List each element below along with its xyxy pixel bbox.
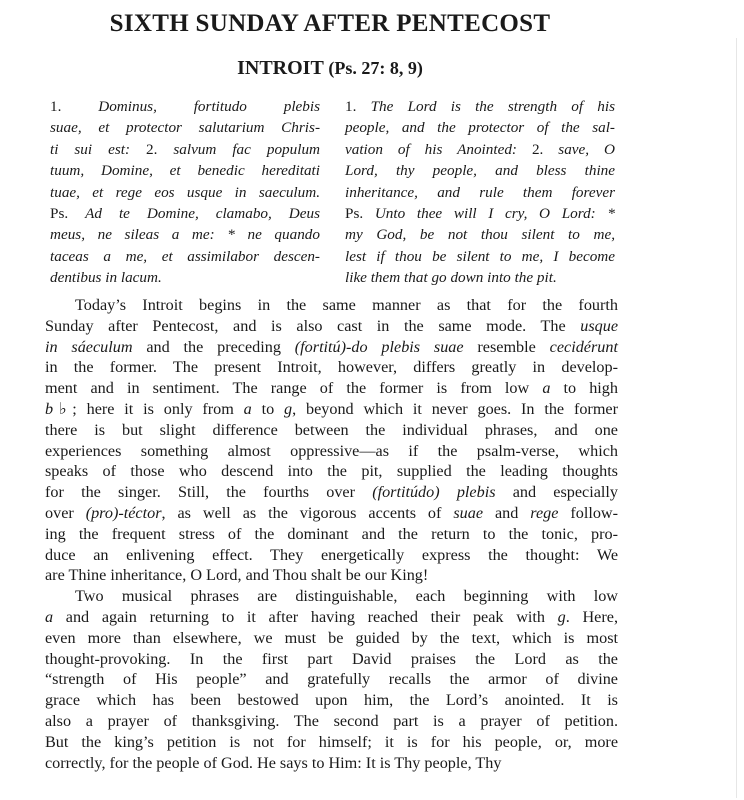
heading-main: INTROIT (237, 57, 324, 79)
prose-line: Sunday after Pentecost, and is also cast in the same mode. The usque (45, 316, 618, 335)
latin-line: meus, ne sileas a me: * ne quando (50, 226, 320, 244)
prose-line: grace which has been bestowed upon him, the Lord’s anointed. It is (45, 691, 618, 710)
latin-column (50, 96, 320, 289)
prose-line: over (pro)-téctor, as well as the vigorous accents of suae and rege follow- (45, 503, 618, 522)
english-line: people, and the protector of the sal- (345, 119, 615, 137)
prose-line: thought-provoking. In the first part David praises the Lord as the (45, 649, 618, 668)
english-line: lest if thou be silent to me, I become (345, 247, 615, 265)
prose-line: also a prayer of thanksgiving. The second part is a prayer of petition. (45, 711, 618, 730)
latin-line: tuae, et rege eos usque in saeculum. (50, 183, 320, 201)
latin-line: taceas a me, et assimilabor descen- (50, 247, 320, 265)
heading-reference: (Ps. 27: 8, 9) (328, 58, 423, 78)
prose-line: ment and in sentiment. The range of the former is from low a to high (45, 379, 618, 398)
latin-line: suae, et protector salutarium Chris- (50, 119, 320, 137)
english-line: Ps. Unto thee will I cry, O Lord: * (345, 205, 615, 223)
prose-line: there is but slight difference between the individual phrases, and one (45, 420, 618, 439)
prose-line: duce an enlivening effect. They energetically express the thought: We (45, 545, 618, 564)
prose-line: are Thine inheritance, O Lord, and Thou shalt be our King! (45, 566, 429, 585)
english-line: like them that go down into the pit. (345, 269, 557, 287)
prose-line: in sáeculum and the preceding (fortitú)-do plebis suae resemble cecidérunt (45, 337, 618, 356)
prose-line: for the singer. Still, the fourths over (fortitúdo) plebis and especially (45, 483, 618, 502)
english-line: vation of his Anointed: 2. save, O (345, 140, 615, 158)
prose-line: experiences something almost oppressive—as if the psalm-verse, which (45, 441, 618, 460)
prose-line: correctly, for the people of God. He says to Him: It is Thy people, Thy (45, 753, 502, 772)
prose-line: But the king’s petition is not for himself; it is for his people, or, more (45, 732, 618, 751)
page-edge-rule (736, 38, 737, 798)
page-title: SIXTH SUNDAY AFTER PENTECOST (109, 10, 551, 37)
english-line: inheritance, and rule them forever (345, 183, 615, 201)
english-line: Lord, thy people, and bless thine (345, 162, 615, 180)
english-line: 1. The Lord is the strength of his (345, 98, 615, 115)
latin-line: tuum, Domine, et benedic hereditati (50, 162, 320, 180)
prose-line: speaks of those who descend into the pit, supplied the leading thoughts (45, 462, 618, 481)
commentary-text (45, 295, 618, 773)
english-line: my God, be not thou silent to me, (345, 226, 615, 244)
english-column (345, 96, 615, 289)
prose-line: b♭; here it is only from a to g, beyond which it never goes. In the former (45, 399, 618, 418)
prose-line: Two musical phrases are distinguishable, each beginning with low (75, 587, 618, 606)
prose-line: Today’s Introit begins in the same manner as that for the fourth (75, 296, 618, 314)
latin-line: Ps. Ad te Domine, clamabo, Deus (50, 205, 321, 223)
prose-line: a and again returning to it after having reached their peak with g. Here, (45, 607, 618, 626)
latin-line: ti sui est: 2. salvum fac populum (50, 140, 321, 158)
section-heading (0, 57, 660, 80)
latin-line: dentibus in lacum. (50, 269, 162, 287)
prose-line: “strength of His people” and gratefully recalls the armor of divine (45, 670, 618, 689)
prose-line: in the former. The present Introit, however, differs greatly in develop- (45, 358, 618, 377)
prose-line: ing the frequent stress of the dominant and the return to the tonic, pro- (45, 524, 618, 543)
prose-line: even more than elsewhere, we must be guided by the text, which is most (45, 628, 618, 647)
latin-line: 1. Dominus, fortitudo plebis (50, 98, 320, 115)
